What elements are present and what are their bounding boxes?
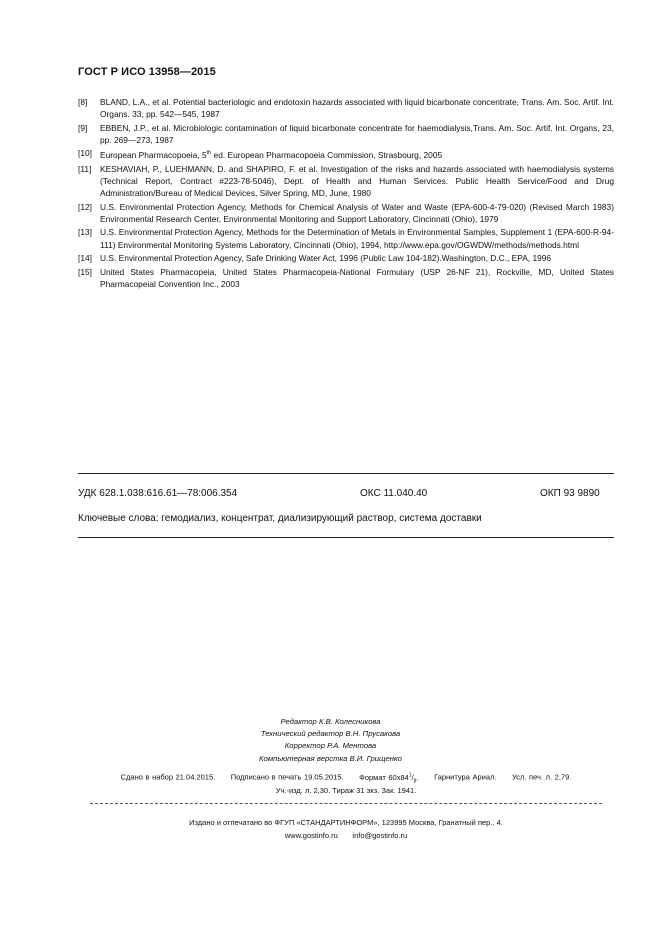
oks-code: ОКС 11.040.40 [360,488,428,499]
reference-item [78,266,614,290]
reference-text: U.S. Environmental Protection Agency, Methods for the Determination of Metals in Environmental Samples, Supplement 1 (EPA-600-R-94-111) Environmental Monitoring Systems Laboratory, Cincinnati (Ohio), 1994, http://www.epa.gov/OGWDW/methods/methods.html [100,227,614,250]
website-link[interactable]: www.gostinfo.ru [284,831,338,840]
printed-sheets: Усл. печ. л. 2,79. [512,772,572,782]
reference-item [78,252,614,264]
credits-block [0,716,661,765]
reference-item [78,201,614,225]
publishing-line-1 [78,772,614,784]
publishing-line-2: Уч.-изд. л. 2,30. Тираж 31 экз. Зак. 1941. [275,786,417,795]
reference-number: [13] [78,227,92,238]
reference-text: U.S. Environmental Protection Agency, Methods for Chemical Analysis of Water and Waste (EPA-600-4-79-020) (Revised March 1983) Environmental Research Center, Environmental Monitoring and Support Laboratory, Cincinnati (Ohio), 1979 [100,201,614,224]
udk-code: УДК 628.1.038:616.61—78:006.354 [78,488,238,499]
reference-item [78,226,614,250]
publisher-address: Издано и отпечатано во ФГУП «СТАНДАРТИНФОРМ», 123995 Москва, Гранатный пер., 4. [189,818,503,827]
reference-text: BLAND, L.A., et al. Potential bacteriologic and endotoxin hazards associated with liquid bicarbonate concentrate, Trans. Am. Soc. Artif. Int. Organs. 33, pp. 542—545, 1987 [100,97,614,120]
paper-format-denominator: 8 [413,778,417,784]
credit-line [0,753,661,765]
contact-line [78,831,614,840]
bibliography-list [78,96,614,291]
paper-format-numerator: 1 [408,772,412,778]
reference-text: EBBEN, J.P., et al. Microbiologic contamination of liquid bicarbonate concentrate for haemodialysis,Trans. Am. Soc. Artif. Int. Organs, 23, pp. 269—273, 1987 [100,122,614,145]
signed-for-print: Подписано в печать 19.05.2015. [230,772,344,782]
bottom-divider [78,537,614,538]
credit-role: Корректор [284,741,325,751]
reference-item [78,163,614,200]
keywords-line: Ключевые слова: гемодиализ, концентрат, диализирующий раствор, система доставки [78,513,482,524]
sent-to-typesetting: Сдано в набор 21.04.2015. [120,772,216,782]
paper-format-end: . [416,772,419,782]
reference-text [100,150,442,160]
reference-item [78,122,614,146]
reference-text: KESHAVIAH, P., LUEHMANN, D. and SHAPIRO, F. et al. Investigation of the risks and hazards associated with haemodialysis systems (Technical Report, Contract #223-78-5046), Dept. of Health and Human Services. Public Health Service/Food and Drug Administration/Bureau of Medical Devices, Silver Spring, MD, June, 1980 [100,163,614,199]
reference-item [78,96,614,120]
credit-line [0,728,661,740]
reference-text: U.S. Environmental Protection Agency, Safe Drinking Water Act, 1996 (Public Law 104-182).Washington, D.C., EPA, 1996 [100,253,552,264]
reference-number: [9] [78,122,88,133]
reference-item [78,147,614,161]
typeface: Гарнитура Ариал. [434,772,497,782]
reference-number: [15] [78,266,92,277]
credit-line [0,716,661,728]
paper-format-text: Формат 60x84 [359,772,409,782]
credit-name: К.В. Колесникова [318,717,381,726]
credit-role: Редактор [280,717,317,726]
paper-format: Формат $60x84^1/_8$. [359,772,419,784]
document-header-title: ГОСТ Р ИСО 13958—2015 [78,66,216,78]
email-link[interactable]: info@gostinfo.ru [352,831,408,840]
credit-role: Компьютерная верстка [259,753,348,763]
reference-text: United States Pharmacopeia, United States Pharmacopeia-National Formulary (USP 26-NF 21), Rockville, MD, United States Pharmacopeial Convention Inc., 2003 [100,266,614,289]
credit-line [0,740,661,752]
reference-number: [10] [78,148,92,159]
reference-number: [11] [78,163,92,174]
credit-role: Технический редактор [260,729,344,739]
superscript: th [206,150,212,157]
reference-text-part: European Pharmacopoeia, 5 [100,150,207,161]
okp-code: ОКП 93 9890 [540,488,600,499]
reference-number: [12] [78,201,92,212]
reference-text-part: ed. European Pharmacopoeia Commission, Strasbourg, 2005 [211,150,443,161]
credit-name: Р.А. Ментова [327,741,377,751]
dashed-divider [90,803,602,804]
reference-number: [8] [78,97,88,107]
reference-number: [14] [78,253,92,264]
top-divider [78,473,614,474]
credit-name: В.И. Грищенко [349,753,402,763]
credit-name: В.Н. Прусакова [345,729,401,739]
